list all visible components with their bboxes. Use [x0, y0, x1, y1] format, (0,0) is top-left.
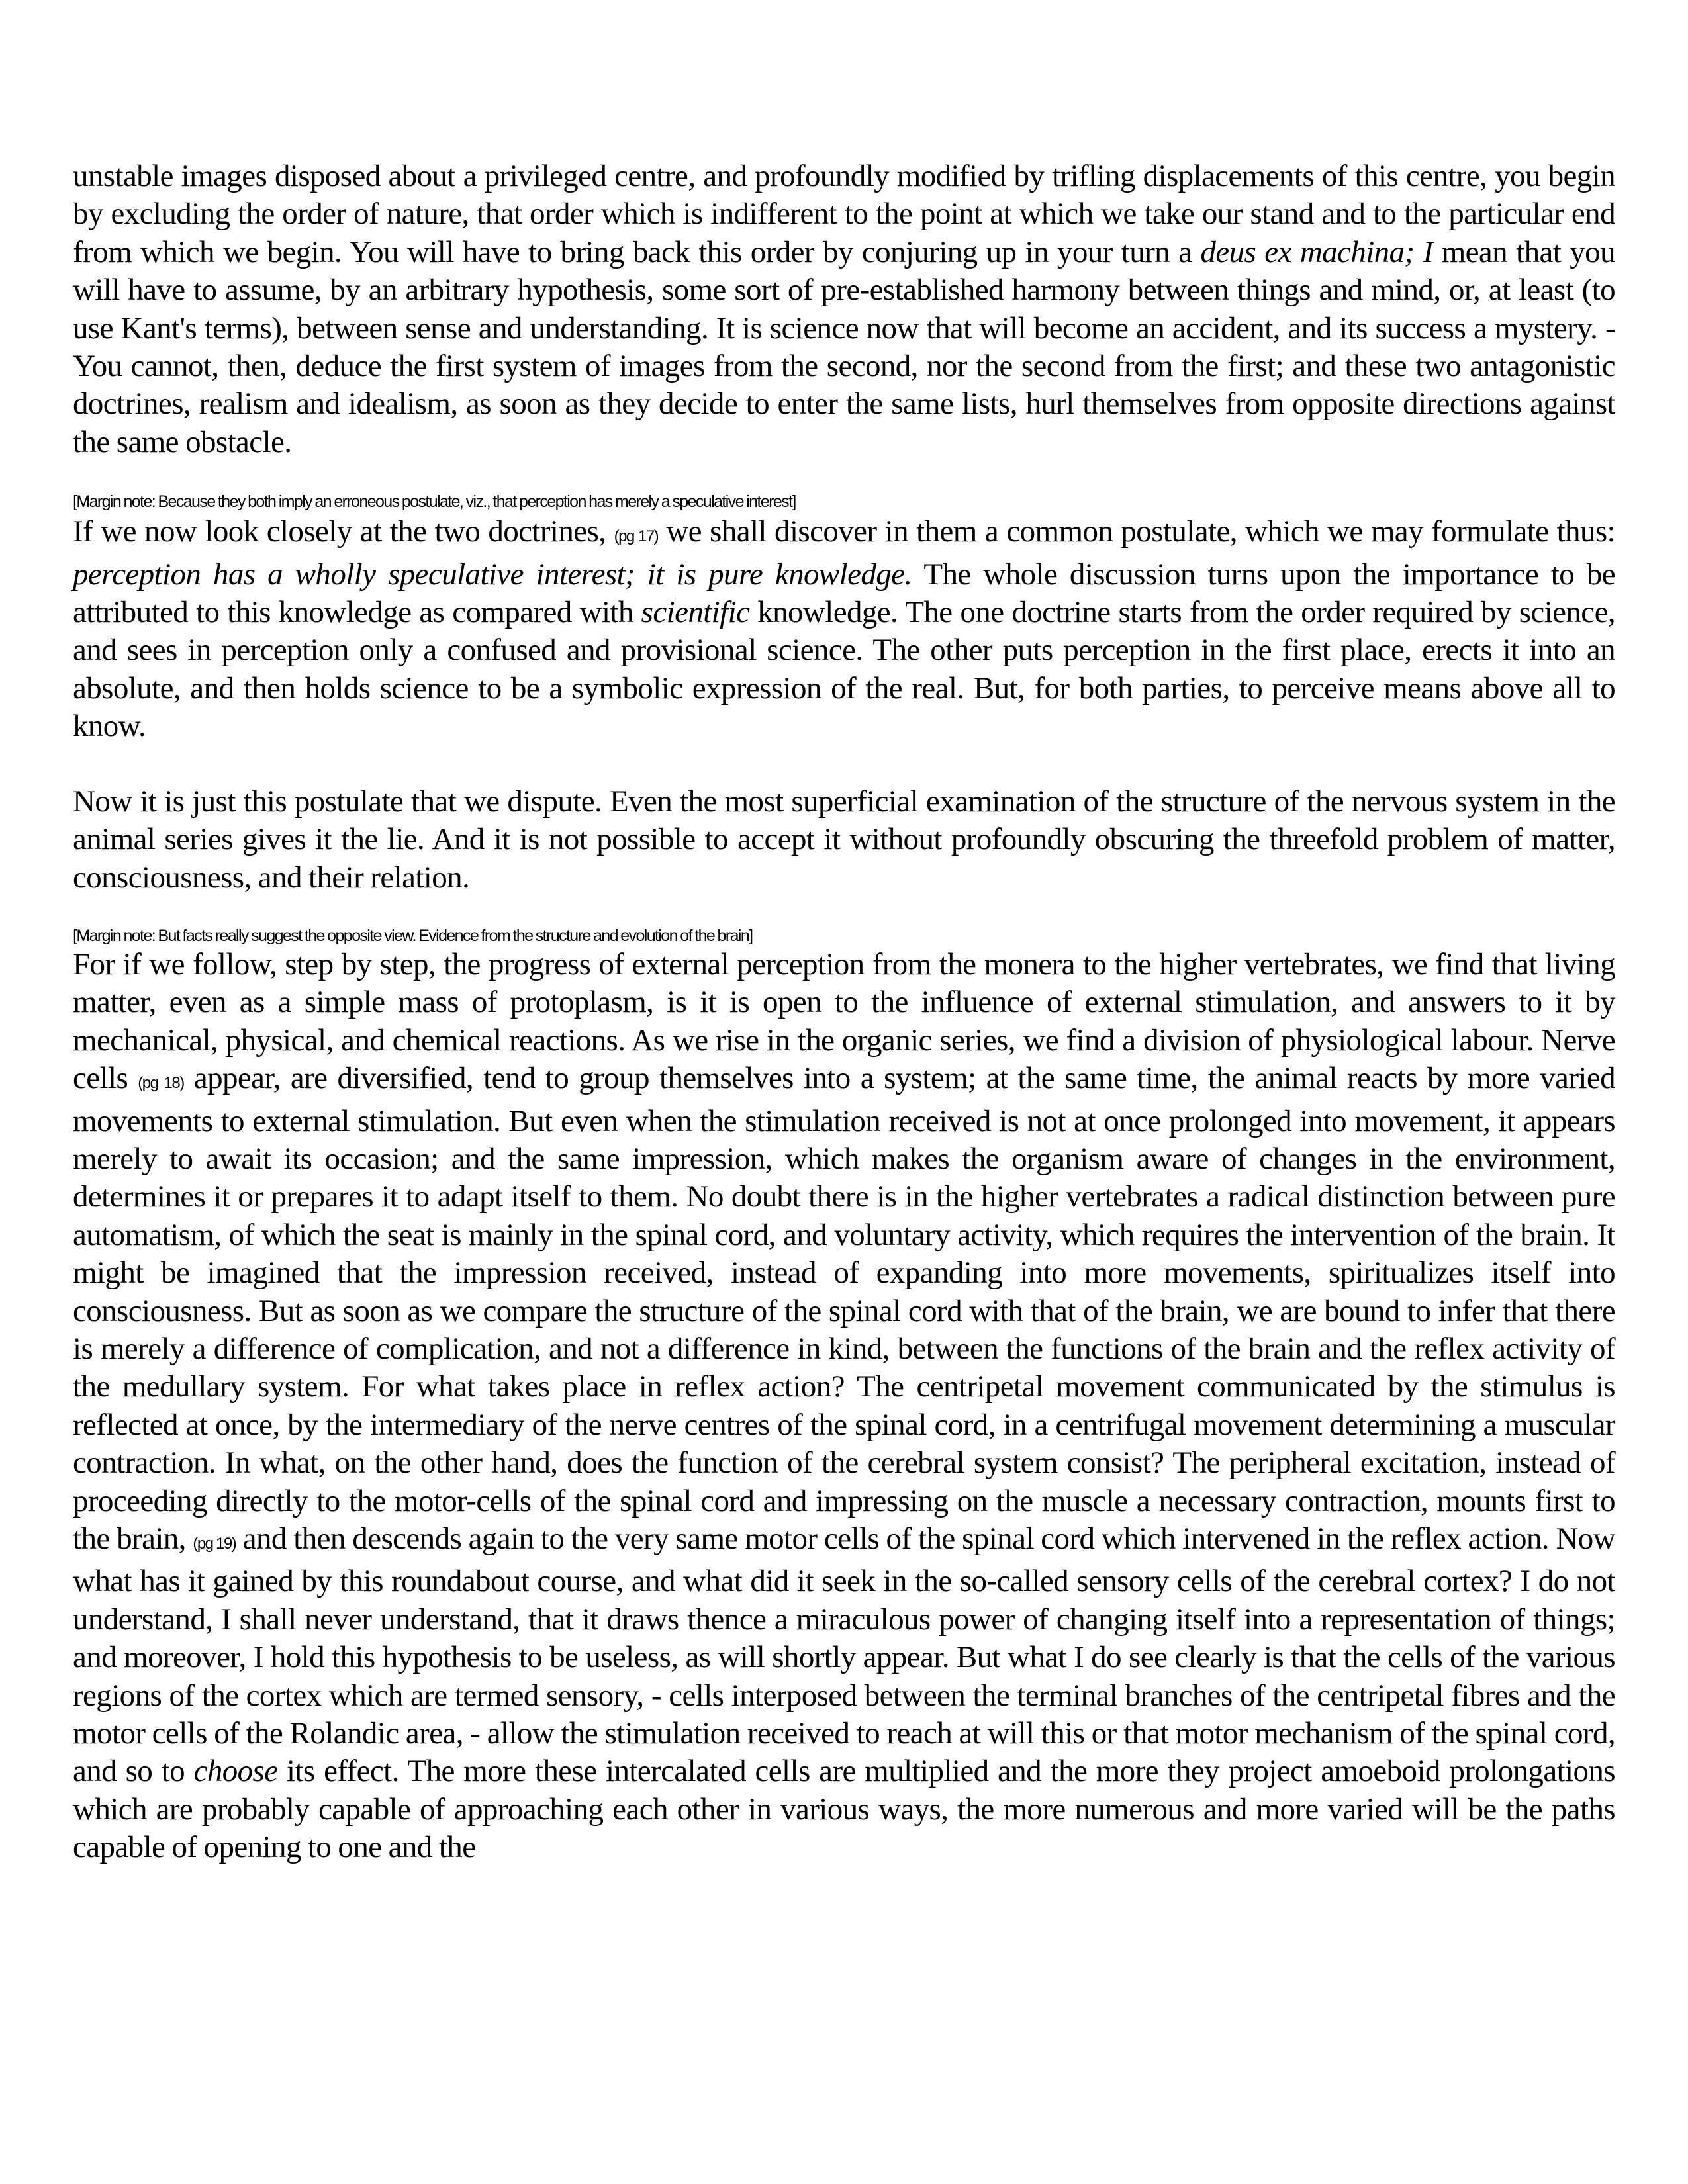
text-run: If we now look closely at the two doctrines, — [73, 514, 614, 549]
document-page — [73, 158, 1615, 1867]
margin-note: [Margin note: Because they both imply an erroneous postulate, viz., that perception has merely a speculative interest] — [73, 492, 796, 512]
text-run: mean that you will have to assume, by an arbitrary hypothesis, some sort of pre-established harmony between things and mind, or, at least (to use Kant's terms), between sense and understanding. It is science now that will become an accident, and its success a mystery. - You cannot, then, deduce the first system of images from the second, nor the second from the first; and these two antagonistic doctrines, realism and idealism, as soon as they decide to enter the same lists, hurl themselves from opposite directions against the same obstacle. — [73, 234, 1615, 459]
paragraph-common-postulate — [73, 513, 1615, 745]
text-run: appear, are diversified, tend to group themselves into a system; at the same time, the animal reacts by more varied movements to external stimulation. But even when the stimulation received is not at once prolonged into movement, it appears merely to await its occasion; and the same impression, which makes the organism aware of changes in the environment, determines it or prepares it to adapt itself to them. No doubt there is in the higher vertebrates a radical distinction between pure automatism, of which the seat is mainly in the spinal cord, and voluntary activity, which requires the intervention of the brain. It might be imagined that the impression received, instead of expanding into more movements, spiritualizes itself into consciousness. But as soon as we compare the structure of the spinal cord with that of the brain, we are bound to infer that there is merely a difference of complication, and not a difference in kind, between the functions of the brain and the reflex activity of the medullary system. For what takes place in reflex action? The centripetal movement communicated by the stimulus is reflected at once, by the intermediary of the nerve centres of the spinal cord, in a centrifugal movement determining a muscular contraction. In what, on the other hand, does the function of the cerebral system consist? The peripheral excitation, instead of proceeding directly to the motor-cells of the spinal cord and impressing on the muscle a necessary contraction, mounts first to the brain, — [73, 1061, 1615, 1556]
text-run: For if we follow, step by step, the progress of external perception from the monera to the higher vertebrates, we find that living matter, even as a simple mass of protoplasm, is it is open to the influence of external stimulation, and answers to it by mechanical, physical, and chemical reactions. As we rise in the organic series, we find a division of physiological labour. Nerve cells — [73, 946, 1615, 1096]
italic-run: perception has a wholly speculative interest; it is pure knowledge. — [73, 557, 912, 592]
text-run: unstable images disposed about a privileged centre, and profoundly modified by trifling displacements of this centre, you begin by excluding the order of nature, that order which is indifferent to the point at which we take our stand and to the particular end from which we begin. You will have to bring back this order by conjuring up in your turn a — [73, 159, 1615, 269]
paragraph-dispute — [73, 783, 1615, 897]
text-run: Now it is just this postulate that we dispute. Even the most superficial examination of the structure of the nervous system in the animal series gives it the lie. And it is not possible to accept it without profoundly obscuring the threefold problem of matter, consciousness, and their relation. — [73, 784, 1615, 895]
text-run: its effect. The more these intercalated cells are multiplied and the more they project amoeboid prolongations which are probably capable of approaching each other in various ways, the more numerous and more varied will be the paths capable of opening to one and the — [73, 1754, 1615, 1865]
text-run: The whole discussion turns upon the importance to be attributed to this knowledge as compared with — [73, 557, 1615, 630]
page-marker: (pg 19) — [193, 1535, 236, 1553]
paragraph-realism-idealism — [73, 158, 1615, 461]
text-run: knowledge. The one doctrine starts from the order required by science, and sees in perception only a confused and provisional science. The other puts perception in the first place, erects it into an absolute, and then holds science to be a symbolic expression of the real. But, for both parties, to perceive means above all to know. — [73, 595, 1615, 744]
italic-run: choose — [193, 1754, 278, 1789]
italic-run: scientific — [641, 595, 750, 630]
paragraph-brain-evolution — [73, 946, 1615, 1867]
text-run: we shall discover in them a common postulate, which we may formulate thus: — [658, 514, 1616, 549]
page-marker: (pg 17) — [614, 527, 659, 546]
page-marker: (pg 18) — [138, 1074, 184, 1093]
italic-run: deus ex machina; I — [1200, 234, 1433, 269]
text-run: and then descends again to the very same motor cells of the spinal cord which intervened in the reflex action. Now what has it gained by this roundabout course, and what did it seek in the so-called sensory cells of the cerebral cortex? I do not understand, I shall never understand, that it draws thence a miraculous power of changing itself into a representation of things; and moreover, I hold this hypothesis to be useless, as will shortly appear. But what I do see clearly is that the cells of the various regions of the cortex which are termed sensory, - cells interposed between the terminal branches of the centripetal fibres and the motor cells of the Rolandic area, - allow the stimulation received to reach at will this or that motor mechanism of the spinal cord, and so to — [73, 1522, 1616, 1789]
margin-note: [Margin note: But facts really suggest the opposite view. Evidence from the structure and evolution of the brain] — [73, 926, 753, 945]
